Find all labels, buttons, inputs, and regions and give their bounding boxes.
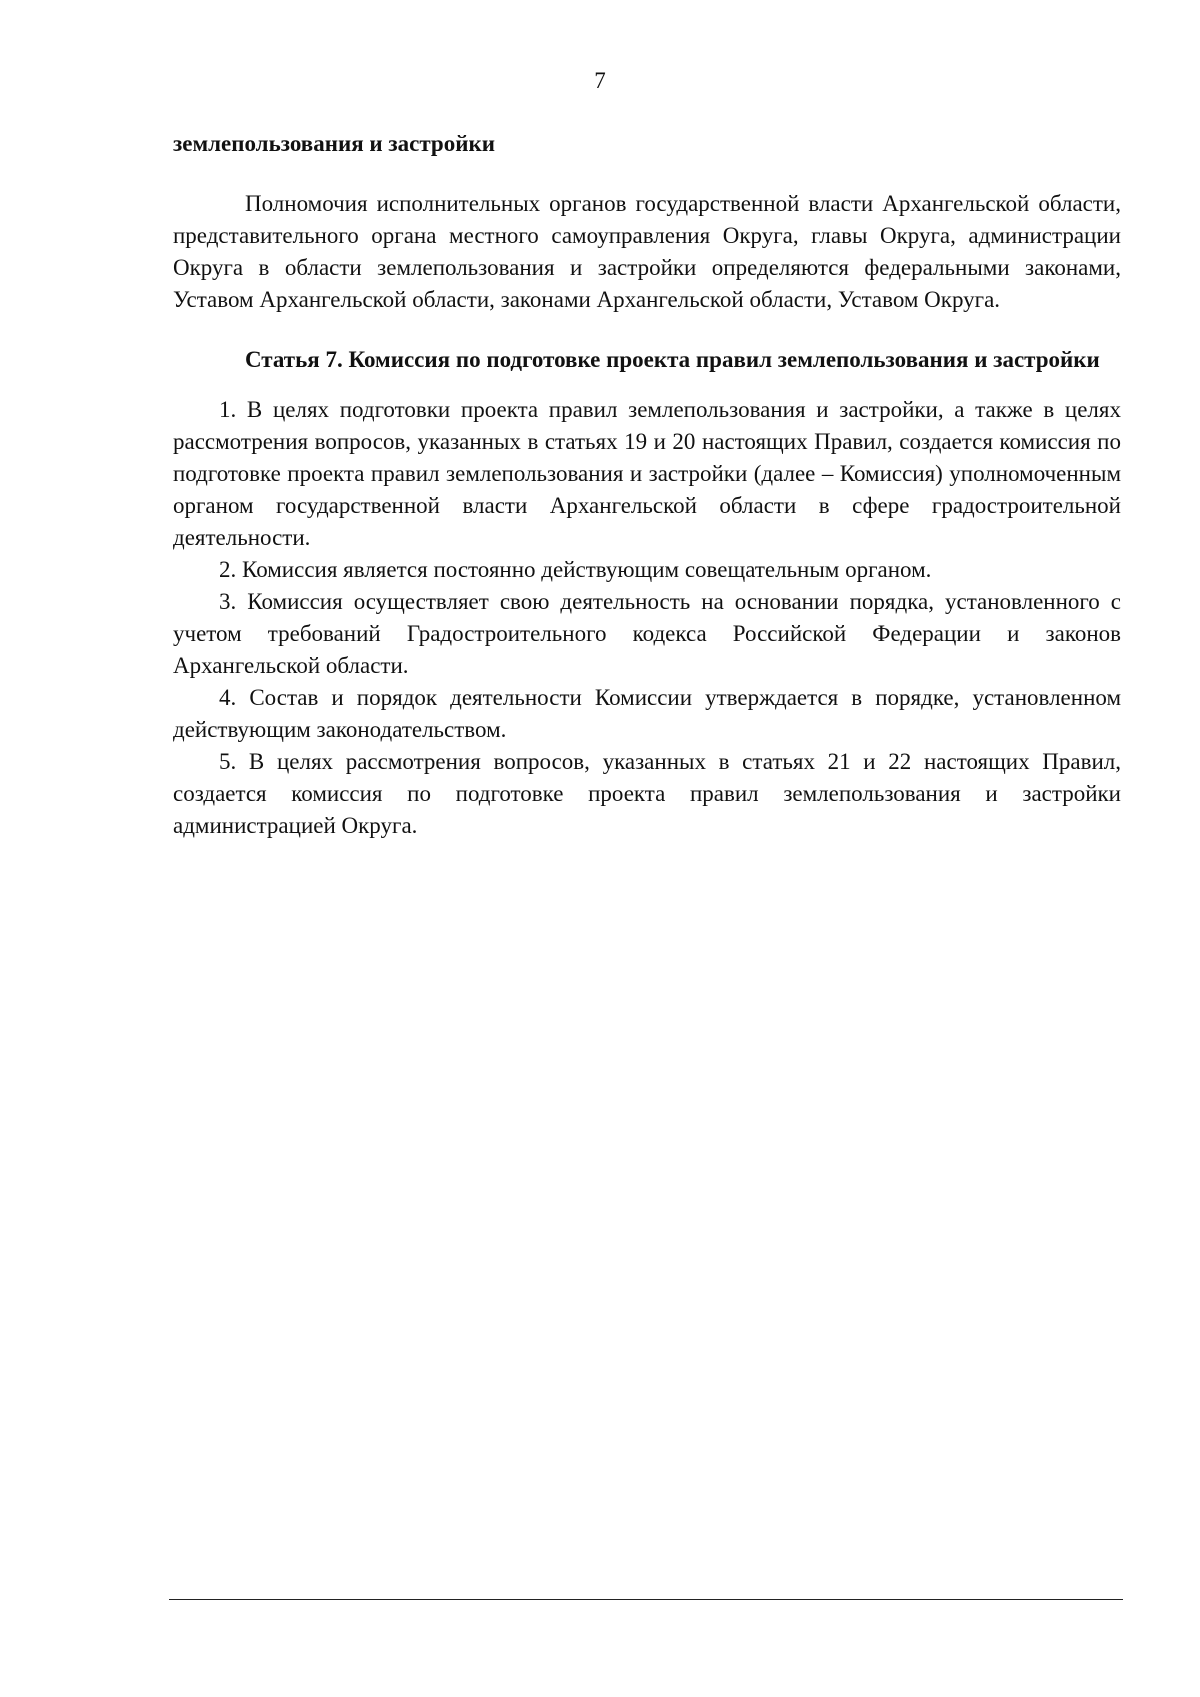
list-item: 1. В целях подготовки проекта правил землепользования и застройки, а также в целях рассмотрения вопросов, указанных в статьях 19 и 20 настоящих Правил, создается комиссия по подготовке проекта правил землепользования и застройки (далее – Комиссия) уполномоченным органом государственной власти Архангельской области в сфере градостроительной деятельности. (173, 397, 1121, 550)
article-heading: Статья 7. Комиссия по подготовке проекта правил землепользования и застройки (245, 347, 1100, 372)
list-item: 5. В целях рассмотрения вопросов, указанных в статьях 21 и 22 настоящих Правил, создается комиссия по подготовке проекта правил землепользования и застройки администрацией Округа. (173, 749, 1121, 838)
list-item: 4. Состав и порядок деятельности Комиссии утверждается в порядке, установленном действующим законодательством. (173, 685, 1121, 742)
document-body (173, 128, 1121, 842)
intro-paragraph: Полномочия исполнительных органов государственной власти Архангельской области, представительного органа местного самоуправления Округа, главы Округа, администрации Округа в области землепользования и застройки определяются федеральными законами, Уставом Архангельской области, законами Архангельской области, Уставом Округа. (173, 191, 1121, 312)
footer-divider (169, 1599, 1123, 1600)
section-heading-continuation: землепользования и застройки (173, 131, 495, 156)
page-number: 7 (594, 68, 606, 93)
list-item: 3. Комиссия осуществляет свою деятельность на основании порядка, установленного с учетом требований Градостроительного кодекса Российской Федерации и законов Архангельской области. (173, 589, 1121, 678)
list-item: 2. Комиссия является постоянно действующим совещательным органом. (219, 557, 932, 582)
